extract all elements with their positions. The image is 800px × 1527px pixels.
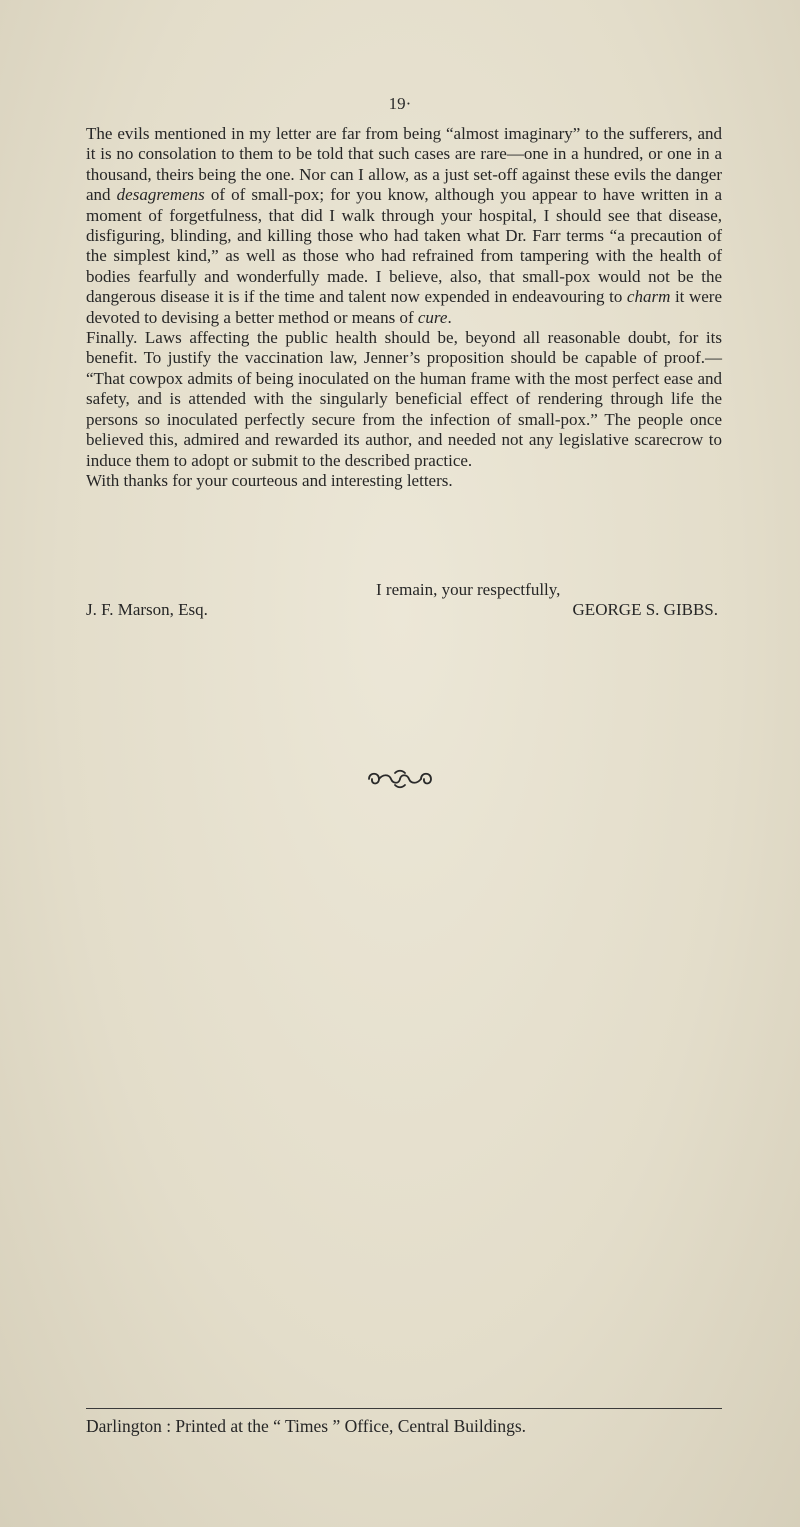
addressee: J. F. Marson, Esq. [86, 600, 208, 619]
letter-body [86, 124, 722, 491]
text-run: it were devoted to devising a better method or means of [86, 287, 722, 327]
printer-ornament-icon [365, 768, 435, 790]
text-run-italic: cure [417, 307, 448, 327]
text-run-italic: desagremens [116, 185, 205, 205]
text-run: of of small-pox; for you know, although you appear to have written in a moment of forgetfulness, that did I walk through your hospital, I should see that disease, disfiguring, blinding, and killing those who had taken what Dr. Farr terms “a precaution of the simplest kind,” as well as those who had refrained from tampering with the health of bodies fearfully and wonderfully made. I believe, also, that small-pox would not be the dangerous disease it is if the time and talent now expended in endeavouring to [86, 185, 723, 307]
signature: GEORGE S. GIBBS. [572, 600, 718, 619]
text-run: . [447, 307, 452, 327]
signature-row [86, 600, 722, 620]
text-run: With thanks for your courteous and interesting letters. [86, 470, 453, 490]
closing-phrase: I remain, your respectfully, [376, 580, 561, 599]
footer-rule [86, 1408, 722, 1409]
text-run-italic: charm [626, 287, 671, 307]
letter-paragraph-3 [86, 471, 722, 491]
letter-closing [86, 580, 722, 620]
text-run: Finally. Laws affecting the public health should be, beyond all reasonable doubt, for its benefit. To justify the vaccination law, Jenner’s proposition should be capable of proof.— “That cowpox admits of being inoculated on the human frame with the most perfect ease and safety, and is attended with the singularly beneficial effect of rendering through life the persons so inoculated perfectly secure from the infection of small-pox.” The people once believed this, admired and rewarded its author, and needed not any legislative scarecrow to induce them to adopt or submit to the described practice. [86, 328, 722, 470]
printer-imprint: Darlington : Printed at the “ Times ” Office, Central Buildings. [86, 1416, 527, 1436]
letter-paragraph-2 [86, 328, 722, 471]
page-number: 19· [388, 94, 412, 113]
text-run: The evils mentioned in my letter are far from being “almost imaginary” to the sufferers, and it is no consolation to them to be told that such cases are rare—one in a hundred, or one in a thousand, theirs being the one. Nor can I allow, as a just set-off against these evils the danger and [86, 124, 722, 205]
letter-paragraph-1 [86, 124, 722, 328]
